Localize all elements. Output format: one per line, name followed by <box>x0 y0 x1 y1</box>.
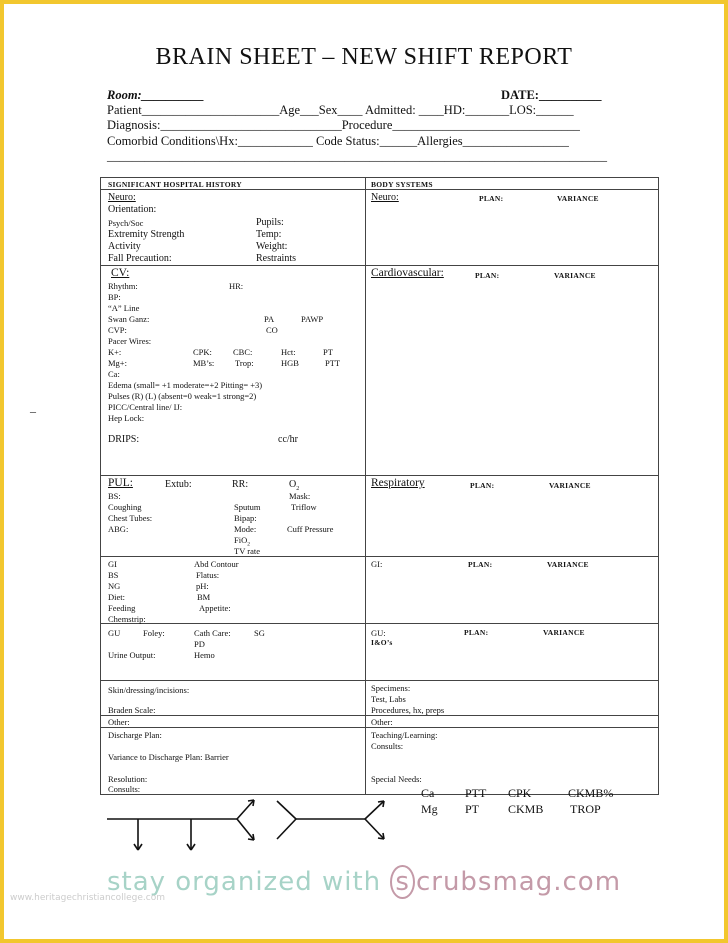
report-page <box>4 4 724 939</box>
hemo-label: Hemo <box>194 650 215 660</box>
chest-tubes-label: Chest Tubes: <box>108 513 153 523</box>
abd-label: Abd Contour <box>194 559 239 569</box>
footer-tagline: stay organized with s crubsmag.com <box>106 867 622 897</box>
cath-label: Cath Care: <box>194 628 231 638</box>
consults-label: Consults: <box>108 784 141 794</box>
ca-label: Ca: <box>108 369 120 379</box>
rhythm-label: Rhythm: <box>108 281 138 291</box>
resp-variance: VARIANCE <box>549 481 591 490</box>
pupils-label: Pupils: <box>256 217 284 228</box>
procedures-label: Procedures, hx, preps <box>371 705 445 715</box>
blank-line[interactable]: ________________________________________________________________________________ <box>107 149 607 163</box>
brand-logo-s: s <box>390 865 415 899</box>
pulses-label: Pulses (R) (L) (absent=0 weak=1 strong=2) <box>108 391 257 401</box>
lab-mg: Mg <box>421 802 438 816</box>
neuro-variance: VARIANCE <box>557 194 599 203</box>
mg-label: Mg+: <box>108 358 127 368</box>
lab-ckmb-pct: CKMB% <box>568 786 614 800</box>
fio2-label: FiO$_2$ <box>234 535 250 548</box>
tests-label: Test, Labs <box>371 694 406 704</box>
gu-label: GU <box>108 628 121 638</box>
chemstrip-label: Chemstrip: <box>108 614 146 624</box>
discharge-variance-label: Variance to Discharge Plan: Barrier <box>108 752 229 762</box>
gi-system-label: GI: <box>371 559 383 569</box>
room-field[interactable]: Room:__________ <box>107 88 205 102</box>
hct-label: Hct: <box>281 347 296 357</box>
cardiovascular-label: Cardiovascular: <box>371 267 444 279</box>
io-label: I&O’s <box>371 638 393 647</box>
feeding-label: Feeding <box>108 603 136 613</box>
diagnosis-line[interactable]: Diagnosis:_____________________________Procedure______________________________ <box>107 118 580 132</box>
respiratory-label: Respiratory <box>371 477 425 489</box>
gi-plan: PLAN: <box>468 560 493 569</box>
consults-right-label: Consults: <box>371 741 404 751</box>
gi-label: GI <box>108 559 117 569</box>
diet-label: Diet: <box>108 592 125 602</box>
gu-system-label: GU: <box>371 628 386 638</box>
lab-ptt: PTT <box>465 786 487 800</box>
resolution-label: Resolution: <box>108 774 148 784</box>
mbs-label: MB’s: <box>193 358 215 368</box>
coughing-label: Coughing <box>108 502 142 512</box>
neuro-plan: PLAN: <box>479 194 504 203</box>
lab-cpk: CPK <box>508 786 532 800</box>
pawp-label: PAWP <box>301 314 324 324</box>
cbc-label: CBC: <box>233 347 253 357</box>
trop-label: Trop: <box>235 358 254 368</box>
special-needs-label: Special Needs: <box>371 774 422 784</box>
bs-label: BS: <box>108 491 121 501</box>
cpk-label: CPK: <box>193 347 212 357</box>
bp-label: BP: <box>108 292 121 302</box>
lab-fishbone-diagrams <box>4 4 724 939</box>
discharge-plan-label: Discharge Plan: <box>108 730 162 740</box>
extub-label: Extub: <box>165 479 192 490</box>
comorbid-line[interactable]: Comorbid Conditions\Hx:____________ Code Status:______Allergies_________________ <box>107 134 569 148</box>
swan-label: Swan Ganz: <box>108 314 150 324</box>
edema-label: Edema (small= +1 moderate=+2 Pitting= +3) <box>108 380 263 390</box>
activity-label: Activity <box>108 241 141 252</box>
watermark: www.heritagechristiancollege.com <box>10 893 165 903</box>
pul-label: PUL: <box>108 477 133 489</box>
mask-label: Mask: <box>289 491 311 501</box>
pd-label: PD <box>194 639 205 649</box>
weight-label: Weight: <box>256 241 288 252</box>
other-label: Other: <box>108 717 130 727</box>
pa-label: PA <box>264 314 275 324</box>
co-label: CO <box>266 325 278 335</box>
drips-label: DRIPS: <box>108 434 140 445</box>
patient-line[interactable]: Patient______________________Age___Sex____ Admitted: ____HD:_______LOS:______ <box>107 103 574 117</box>
col-header-history: SIGNIFICANT HOSPITAL HISTORY <box>108 180 243 189</box>
neuro-system-label: Neuro: <box>371 192 399 203</box>
k-label: K+: <box>108 347 122 357</box>
skin-label: Skin/dressing/incisions: <box>108 685 190 695</box>
ptt-label: PTT <box>325 358 341 368</box>
cv-label: CV: <box>111 267 130 279</box>
tvrate-label: TV rate <box>234 546 261 556</box>
triflow-label: Triflow <box>291 502 317 512</box>
lab-pt: PT <box>465 802 480 816</box>
date-field[interactable]: DATE:__________ <box>501 88 602 102</box>
brand-name: crubsmag.com <box>415 867 622 897</box>
lab-ckmb: CKMB <box>508 802 544 816</box>
aline-label: “A” Line <box>108 303 140 313</box>
resp-plan: PLAN: <box>470 481 495 490</box>
picc-label: PICC/Central line/ IJ: <box>108 402 183 412</box>
other-right-label: Other: <box>371 717 393 727</box>
specimens-label: Specimens: <box>371 683 411 693</box>
mode-label: Mode: <box>234 524 257 534</box>
heplock-label: Hep Lock: <box>108 413 145 423</box>
psych-label: Psych/Soc <box>108 218 144 228</box>
ng-label: NG <box>108 581 121 591</box>
hgb-label: HGB <box>281 358 299 368</box>
foley-label: Foley: <box>143 628 165 638</box>
restraints-label: Restraints <box>256 253 296 264</box>
gi-bs-label: BS <box>108 570 119 580</box>
gu-variance: VARIANCE <box>543 628 585 637</box>
abg-label: ABG: <box>108 524 129 534</box>
bm-label: BM <box>197 592 211 602</box>
pacer-label: Pacer Wires: <box>108 336 152 346</box>
col-header-systems: BODY SYSTEMS <box>371 180 433 189</box>
cuff-label: Cuff Pressure <box>287 524 334 534</box>
hr-label: HR: <box>229 281 244 291</box>
flatus-label: Flatus: <box>196 570 220 580</box>
extremity-label: Extremity Strength <box>108 229 185 240</box>
sg-label: SG <box>254 628 265 638</box>
cv-variance: VARIANCE <box>554 271 596 280</box>
o2-label: $O_2$ <box>289 479 300 492</box>
braden-label: Braden Scale: <box>108 705 156 715</box>
orientation-label: Orientation: <box>108 204 157 215</box>
neuro-label: Neuro: <box>108 192 136 203</box>
appetite-label: Appetite: <box>199 603 231 613</box>
ph-label: pH: <box>196 581 209 591</box>
cvp-label: CVP: <box>108 325 127 335</box>
gi-variance: VARIANCE <box>547 560 589 569</box>
teaching-label: Teaching/Learning: <box>371 730 438 740</box>
gu-plan: PLAN: <box>464 628 489 637</box>
sputum-label: Sputum <box>234 502 261 512</box>
bipap-label: Bipap: <box>234 513 257 523</box>
pt-label: PT <box>323 347 333 357</box>
temp-label: Temp: <box>256 229 282 240</box>
cv-plan: PLAN: <box>475 271 500 280</box>
cchr-label: cc/hr <box>278 434 298 445</box>
lab-trop: TROP <box>570 802 601 816</box>
rr-label: RR: <box>232 479 249 490</box>
fall-label: Fall Precaution: <box>108 253 172 264</box>
lab-ca: Ca <box>421 786 435 800</box>
urine-label: Urine Output: <box>108 650 156 660</box>
page-title: BRAIN SHEET – NEW SHIFT REPORT <box>155 44 573 70</box>
margin-mark: – <box>30 404 36 418</box>
